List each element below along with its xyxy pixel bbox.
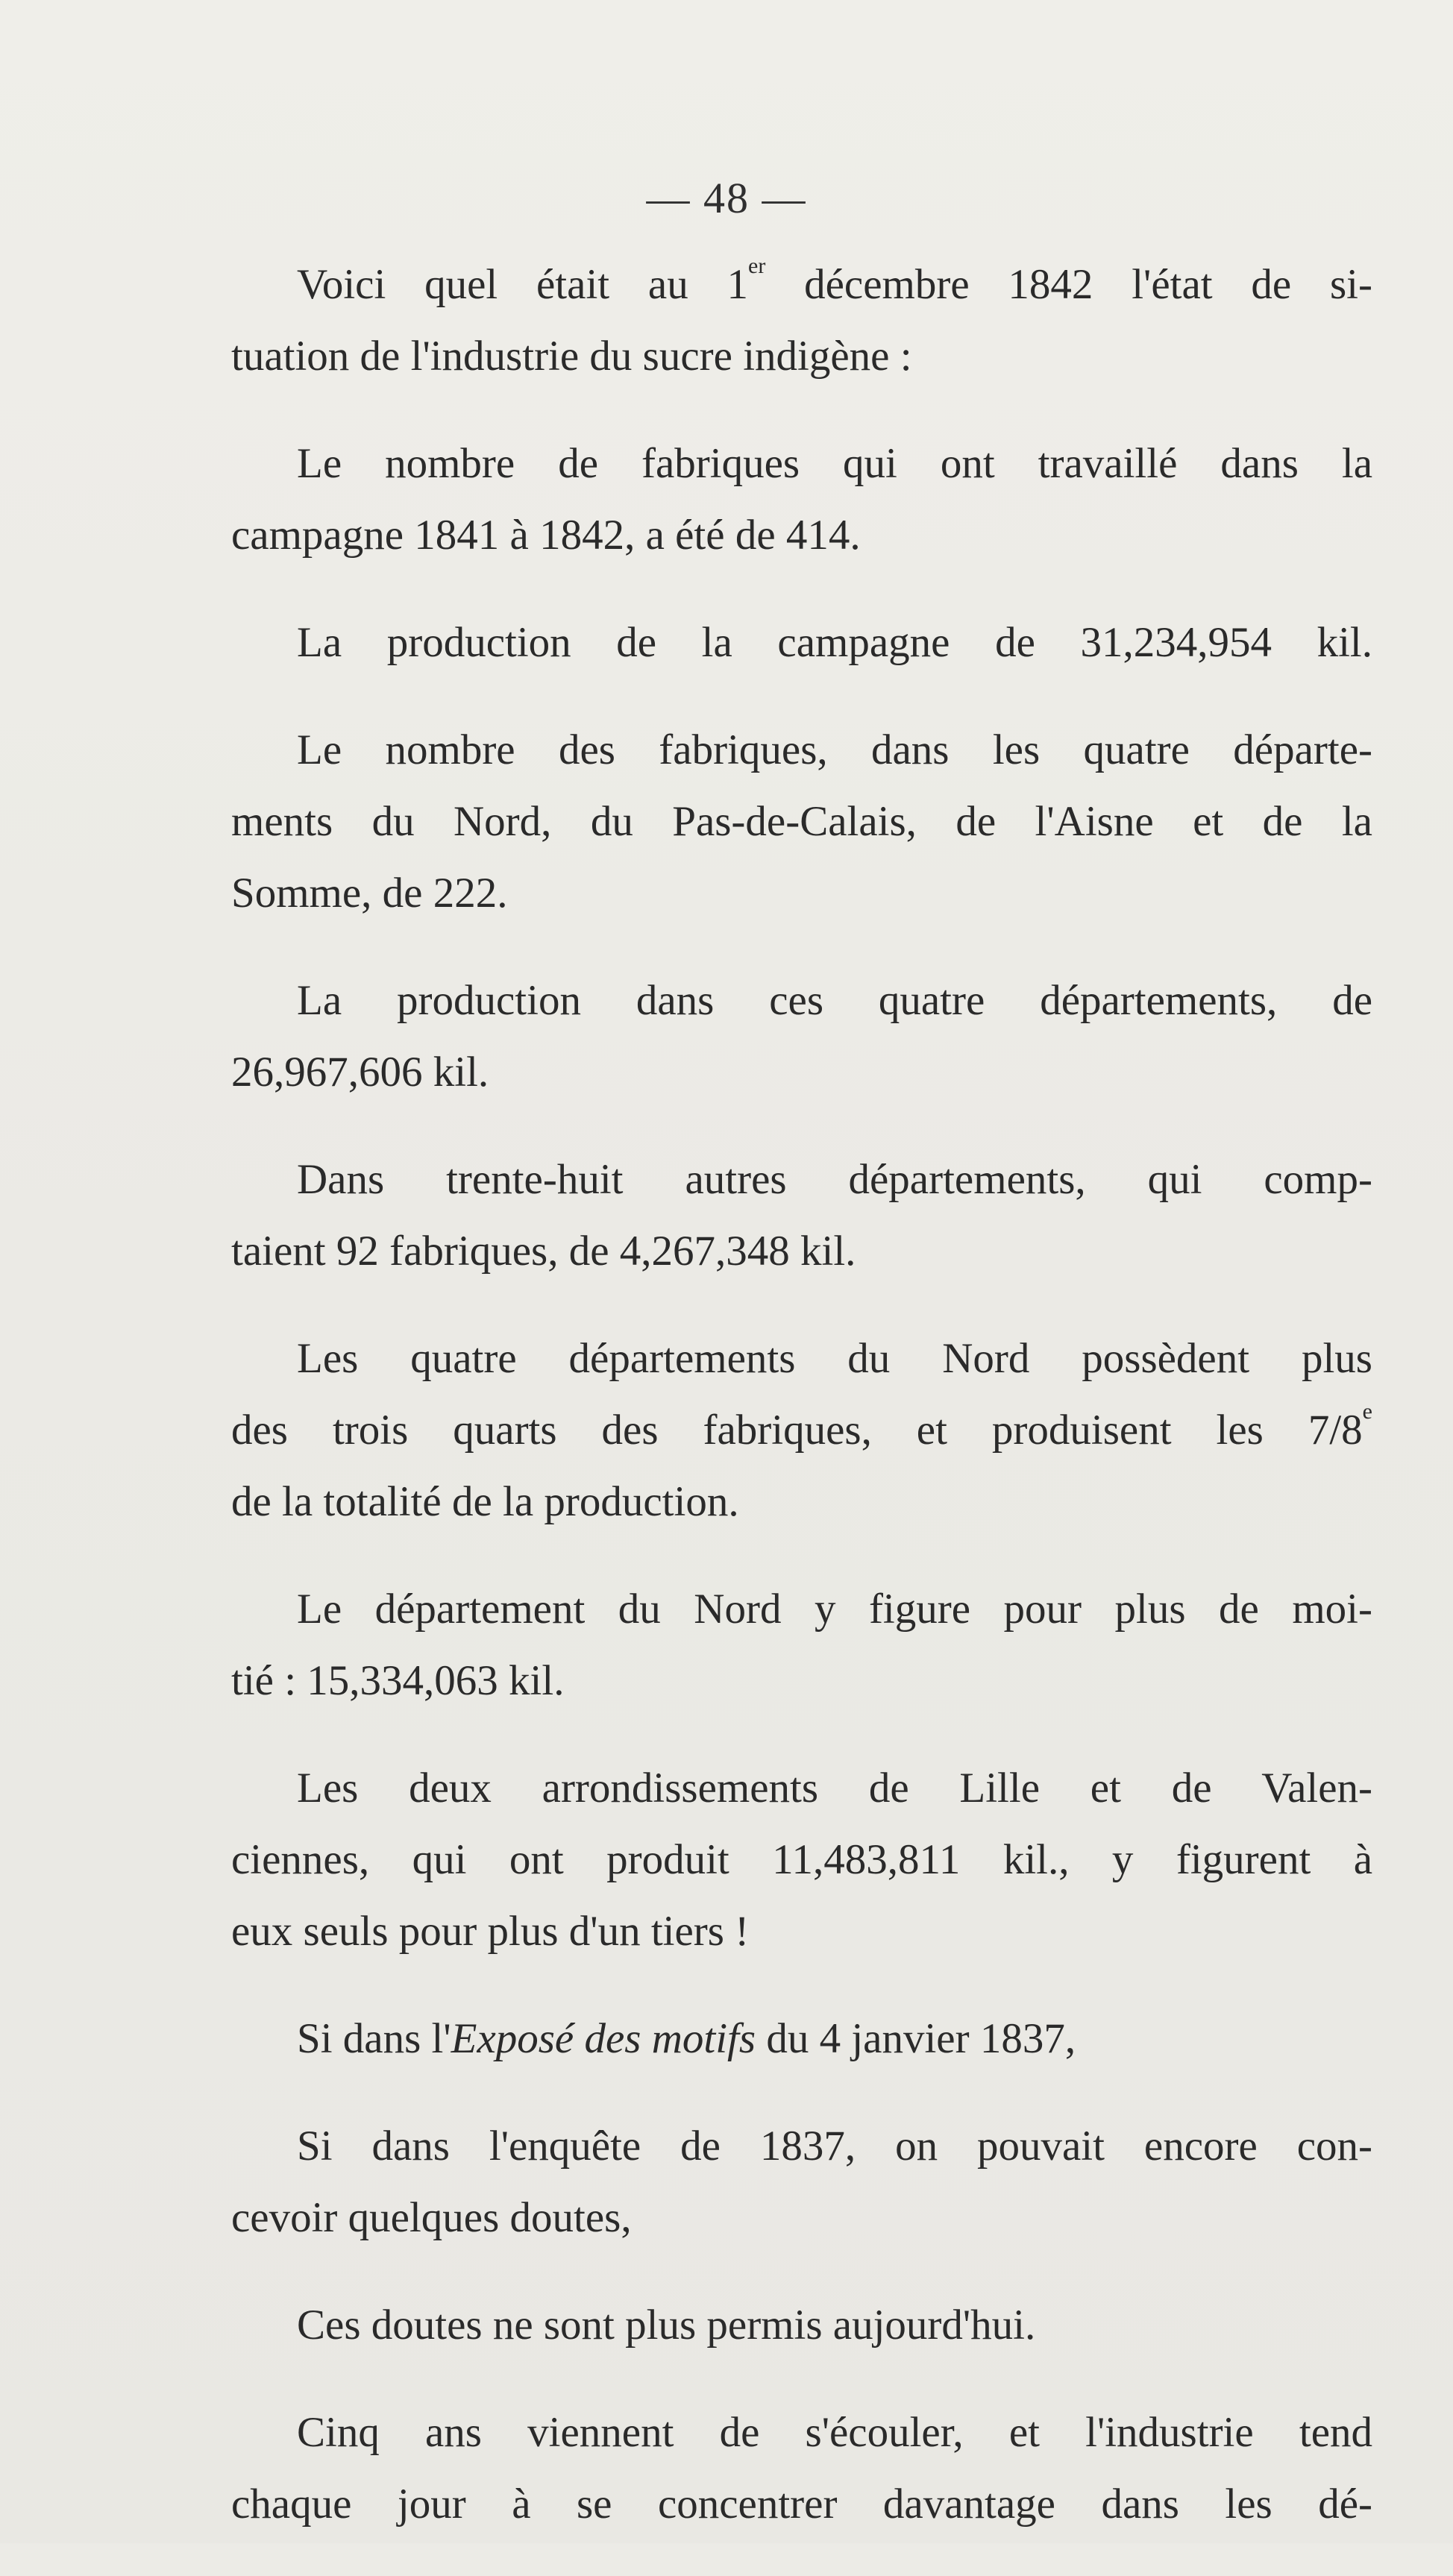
text-line: des trois quarts des fabriques, et produisent les 7/8e: [231, 1399, 1372, 1454]
text-line: Cinq ans viennent de s'écouler, et l'industrie tend: [297, 2409, 1372, 2456]
text-line: La production de la campagne de 31,234,954 kil.: [297, 619, 1372, 666]
text-line: Somme, de 222.: [231, 870, 508, 917]
text-line: ciennes, qui ont produit 11,483,811 kil., y figurent à: [231, 1836, 1372, 1883]
paragraph: [166, 714, 1372, 929]
text-line: de la totalité de la production.: [231, 1478, 739, 1525]
text-line: chaque jour à se concentrer davantage dans les dé-: [231, 2481, 1372, 2528]
paragraph: [166, 1753, 1372, 1967]
text-line: tuation de l'industrie du sucre indigène :: [231, 333, 912, 380]
text-line: 26,967,606 kil.: [231, 1049, 489, 1096]
paragraph: [166, 2290, 1372, 2361]
paragraph: [166, 607, 1372, 679]
text-line: Ces doutes ne sont plus permis aujourd'hui.: [297, 2302, 1036, 2349]
page-number: — 48 —: [646, 174, 807, 222]
text-line: taient 92 fabriques, de 4,267,348 kil.: [231, 1228, 856, 1275]
paragraph: [166, 1574, 1372, 1717]
body-text: [166, 249, 1372, 2576]
text-line: Le nombre de fabriques qui ont travaillé dans la: [297, 440, 1372, 487]
text-line: Le département du Nord y figure pour plus de moi-: [297, 1586, 1372, 1633]
text-line: campagne 1841 à 1842, a été de 414.: [231, 512, 861, 559]
text-line: Si dans l'enquête de 1837, on pouvait encore con-: [297, 2123, 1372, 2170]
text-line: La production dans ces quatre départements, de: [297, 977, 1372, 1024]
text-line: Dans trente-huit autres départements, qui comp-: [297, 1156, 1372, 1203]
paragraph: [166, 2003, 1372, 2075]
text-line: Le nombre des fabriques, dans les quatre départe-: [297, 726, 1372, 773]
text-line: Si dans l'Exposé des motifs du 4 janvier 1837,: [297, 2015, 1076, 2062]
text-line: Voici quel était au 1er décembre 1842 l'état de si-: [297, 254, 1372, 308]
text-line: cevoir quelques doutes,: [231, 2194, 632, 2241]
text-line: Les deux arrondissements de Lille et de Valen-: [297, 1765, 1372, 1812]
paragraph: [166, 428, 1372, 571]
paragraph: [166, 2397, 1372, 2540]
paragraph: [166, 249, 1372, 392]
text-line: Les quatre départements du Nord possèdent plus: [297, 1335, 1372, 1382]
text-line: tié : 15,334,063 kil.: [231, 1657, 565, 1704]
paragraph: [166, 965, 1372, 1108]
text-line: eux seuls pour plus d'un tiers !: [231, 1908, 750, 1955]
paragraph: [166, 2111, 1372, 2254]
text-line: ments du Nord, du Pas-de-Calais, de l'Aisne et de la: [231, 798, 1372, 845]
paragraph: [166, 1144, 1372, 1287]
paragraph: [166, 1323, 1372, 1538]
